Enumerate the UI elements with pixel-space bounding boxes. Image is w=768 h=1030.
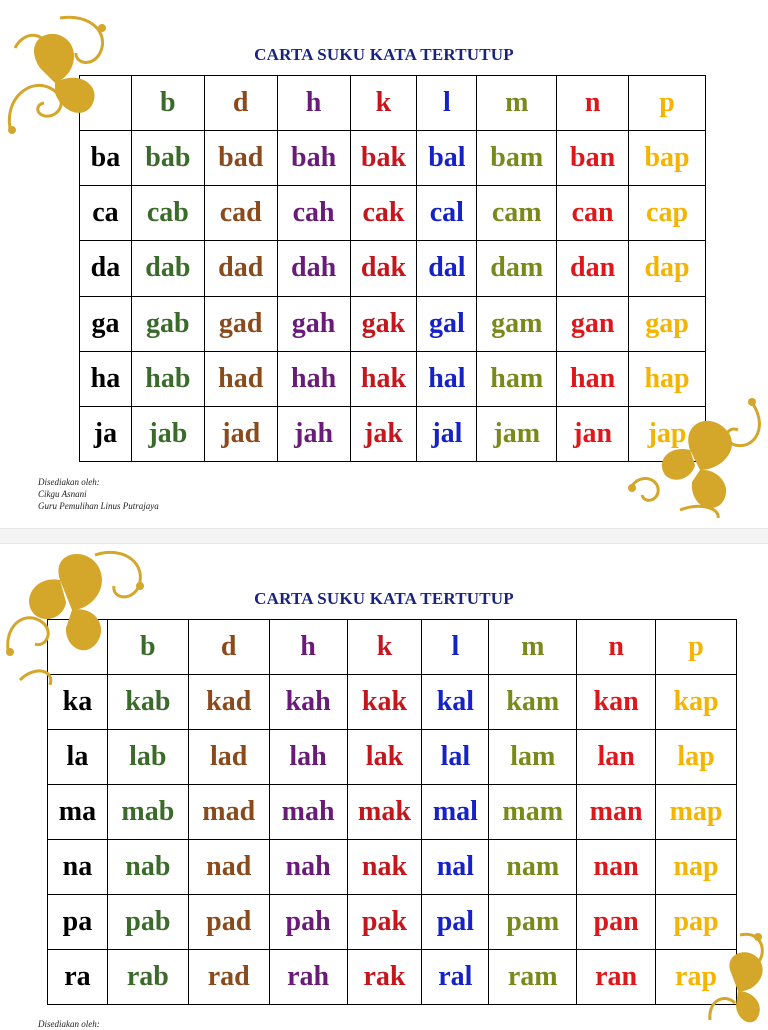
header-cell: d: [188, 620, 269, 675]
syllable-cell: rab: [107, 950, 188, 1005]
table-row: [80, 296, 706, 351]
syllable-cell: kap: [656, 675, 737, 730]
row-label-cell: ca: [80, 186, 132, 241]
table-row: [80, 186, 706, 241]
syllable-cell: cam: [477, 186, 557, 241]
syllable-cell: kan: [577, 675, 656, 730]
syllable-cell: nah: [269, 840, 347, 895]
syllable-cell: gab: [131, 296, 204, 351]
syllable-cell: mad: [188, 785, 269, 840]
syllable-cell: bad: [204, 131, 277, 186]
syllable-cell: gal: [417, 296, 477, 351]
syllable-cell: rah: [269, 950, 347, 1005]
syllable-cell: hal: [417, 351, 477, 406]
syllable-cell: hah: [277, 351, 350, 406]
syllable-cell: dap: [629, 241, 706, 296]
header-cell: h: [277, 76, 350, 131]
syllable-cell: cap: [629, 186, 706, 241]
page-title: CARTA SUKU KATA TERTUTUP: [254, 45, 514, 64]
table-row: [48, 840, 737, 895]
header-cell: h: [269, 620, 347, 675]
row-label-cell: ha: [80, 351, 132, 406]
row-label-cell: pa: [48, 895, 108, 950]
syllable-cell: dah: [277, 241, 350, 296]
header-row: [80, 76, 706, 131]
syllable-cell: nal: [422, 840, 489, 895]
syllable-cell: pab: [107, 895, 188, 950]
syllable-cell: bam: [477, 131, 557, 186]
syllable-cell: kak: [347, 675, 422, 730]
syllable-cell: pap: [656, 895, 737, 950]
syllable-cell: bap: [629, 131, 706, 186]
row-label-cell: ka: [48, 675, 108, 730]
header-cell: k: [350, 76, 417, 131]
syllable-cell: dad: [204, 241, 277, 296]
syllable-cell: cal: [417, 186, 477, 241]
table-row: [48, 675, 737, 730]
row-label-cell: na: [48, 840, 108, 895]
syllable-cell: jam: [477, 406, 557, 461]
syllable-cell: mam: [489, 785, 577, 840]
table-row: [80, 131, 706, 186]
header-cell: d: [204, 76, 277, 131]
syllable-cell: lam: [489, 730, 577, 785]
row-label-cell: ma: [48, 785, 108, 840]
table-row: [80, 241, 706, 296]
syllable-cell: lab: [107, 730, 188, 785]
table-row: [48, 950, 737, 1005]
credit-line: Disediakan oleh:: [38, 477, 100, 487]
syllable-cell: cad: [204, 186, 277, 241]
syllable-cell: kah: [269, 675, 347, 730]
syllable-cell: lap: [656, 730, 737, 785]
syllable-cell: hap: [629, 351, 706, 406]
syllable-cell: dak: [350, 241, 417, 296]
credit-line: Cikgu Asnani: [38, 489, 87, 499]
butterfly-ornament-icon: [620, 390, 768, 520]
syllable-cell: pal: [422, 895, 489, 950]
syllable-cell: ham: [477, 351, 557, 406]
syllable-cell: pad: [188, 895, 269, 950]
syllable-cell: pam: [489, 895, 577, 950]
credit-line: Guru Pemulihan Linus Putrajaya: [38, 501, 159, 511]
syllable-cell: jan: [557, 406, 629, 461]
header-cell: n: [577, 620, 656, 675]
syllable-cell: bal: [417, 131, 477, 186]
row-label-cell: ba: [80, 131, 132, 186]
syllable-cell: nam: [489, 840, 577, 895]
credit-block: [38, 476, 159, 512]
syllable-cell: rap: [656, 950, 737, 1005]
syllable-cell: lan: [577, 730, 656, 785]
syllable-cell: kad: [188, 675, 269, 730]
table-row: [80, 351, 706, 406]
butterfly-ornament-icon: [700, 925, 768, 1024]
syllable-cell: jad: [204, 406, 277, 461]
syllable-cell: nad: [188, 840, 269, 895]
syllable-cell: jap: [629, 406, 706, 461]
syllable-cell: han: [557, 351, 629, 406]
syllable-cell: map: [656, 785, 737, 840]
header-cell: p: [656, 620, 737, 675]
syllable-cell: gam: [477, 296, 557, 351]
syllable-cell: kal: [422, 675, 489, 730]
syllable-cell: cah: [277, 186, 350, 241]
table-row: [48, 730, 737, 785]
header-cell: l: [417, 76, 477, 131]
syllable-cell: kab: [107, 675, 188, 730]
syllable-chart-table: [47, 619, 737, 1005]
syllable-cell: gak: [350, 296, 417, 351]
header-cell: b: [107, 620, 188, 675]
syllable-cell: ran: [577, 950, 656, 1005]
credit-block: [38, 1018, 100, 1030]
syllable-cell: kam: [489, 675, 577, 730]
syllable-cell: dam: [477, 241, 557, 296]
syllable-cell: mal: [422, 785, 489, 840]
syllable-cell: bah: [277, 131, 350, 186]
syllable-cell: nap: [656, 840, 737, 895]
header-cell: b: [131, 76, 204, 131]
header-cell: l: [422, 620, 489, 675]
syllable-cell: lah: [269, 730, 347, 785]
syllable-cell: mah: [269, 785, 347, 840]
syllable-cell: gap: [629, 296, 706, 351]
syllable-cell: ban: [557, 131, 629, 186]
butterfly-ornament-icon: [0, 540, 150, 690]
table-row: [48, 785, 737, 840]
header-cell: m: [477, 76, 557, 131]
syllable-cell: pah: [269, 895, 347, 950]
table-row: [80, 406, 706, 461]
credit-line: Disediakan oleh:: [38, 1019, 100, 1029]
butterfly-ornament-icon: [0, 8, 120, 148]
syllable-cell: cab: [131, 186, 204, 241]
row-label-cell: ja: [80, 406, 132, 461]
syllable-cell: hak: [350, 351, 417, 406]
syllable-cell: man: [577, 785, 656, 840]
syllable-cell: pan: [577, 895, 656, 950]
syllable-cell: can: [557, 186, 629, 241]
header-cell: n: [557, 76, 629, 131]
syllable-cell: gan: [557, 296, 629, 351]
syllable-cell: bak: [350, 131, 417, 186]
syllable-cell: hab: [131, 351, 204, 406]
syllable-cell: mab: [107, 785, 188, 840]
row-label-cell: la: [48, 730, 108, 785]
syllable-chart-table: [79, 75, 706, 462]
syllable-cell: nab: [107, 840, 188, 895]
header-cell: k: [347, 620, 422, 675]
syllable-cell: nan: [577, 840, 656, 895]
syllable-cell: lad: [188, 730, 269, 785]
syllable-cell: ram: [489, 950, 577, 1005]
page-title: CARTA SUKU KATA TERTUTUP: [254, 589, 514, 608]
syllable-cell: lak: [347, 730, 422, 785]
syllable-cell: dan: [557, 241, 629, 296]
syllable-cell: gad: [204, 296, 277, 351]
syllable-cell: lal: [422, 730, 489, 785]
syllable-cell: mak: [347, 785, 422, 840]
syllable-cell: jal: [417, 406, 477, 461]
table-row: [48, 895, 737, 950]
row-label-cell: ra: [48, 950, 108, 1005]
syllable-cell: jak: [350, 406, 417, 461]
header-row: [48, 620, 737, 675]
syllable-cell: nak: [347, 840, 422, 895]
syllable-cell: pak: [347, 895, 422, 950]
syllable-cell: bab: [131, 131, 204, 186]
syllable-cell: had: [204, 351, 277, 406]
row-label-cell: da: [80, 241, 132, 296]
syllable-cell: cak: [350, 186, 417, 241]
row-label-cell: ga: [80, 296, 132, 351]
syllable-cell: jab: [131, 406, 204, 461]
syllable-cell: rak: [347, 950, 422, 1005]
chart-page-2: [0, 540, 768, 1029]
header-cell: m: [489, 620, 577, 675]
syllable-cell: dab: [131, 241, 204, 296]
syllable-cell: rad: [188, 950, 269, 1005]
syllable-cell: jah: [277, 406, 350, 461]
syllable-cell: gah: [277, 296, 350, 351]
header-cell: p: [629, 76, 706, 131]
syllable-cell: dal: [417, 241, 477, 296]
syllable-cell: ral: [422, 950, 489, 1005]
